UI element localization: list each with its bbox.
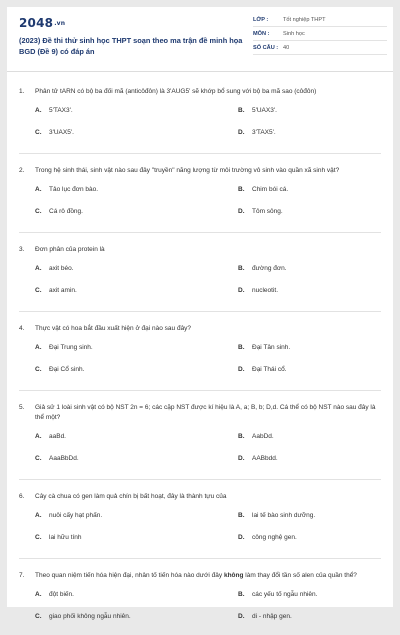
option-letter: D. <box>238 129 245 136</box>
option-a[interactable] <box>35 512 208 534</box>
option-letter: B. <box>238 107 245 114</box>
question-text-part: Theo quan niệm tiến hóa hiện đại, nhân tố tiến hóa nào dưới đây <box>35 572 224 579</box>
question-number: 5. <box>19 404 25 411</box>
option-letter: C. <box>35 287 42 294</box>
option-letter: B. <box>238 591 245 598</box>
option-letter: D. <box>238 613 245 620</box>
option-letter: A. <box>35 591 42 598</box>
option-letter: C. <box>35 455 42 462</box>
question-text <box>35 571 381 581</box>
question-divider <box>19 232 381 233</box>
option-text: Cá rô đồng. <box>49 208 83 215</box>
question-4 <box>7 324 393 391</box>
meta-row-class <box>253 13 387 27</box>
option-text: Tôm sông. <box>252 208 283 215</box>
question-divider <box>19 479 381 480</box>
option-letter: B. <box>238 265 245 272</box>
answer-options <box>19 344 381 388</box>
answer-options <box>19 107 381 151</box>
meta-key: MÔN : <box>253 30 270 37</box>
question-number: 6. <box>19 493 25 500</box>
option-b[interactable] <box>208 433 381 455</box>
option-b[interactable] <box>208 591 381 613</box>
option-a[interactable] <box>35 186 208 208</box>
question-text: Thực vật có hoa bắt đầu xuất hiện ở đại nào sau đây? <box>35 325 192 332</box>
option-d[interactable] <box>208 613 381 635</box>
document-meta <box>253 13 387 55</box>
option-d[interactable] <box>208 208 381 230</box>
option-text: axit béo. <box>49 265 74 272</box>
option-text: 5'UAX3'. <box>252 107 277 114</box>
option-letter: A. <box>35 265 42 272</box>
option-text: AabDd. <box>252 433 274 440</box>
option-text: Đại Trung sinh. <box>49 344 93 351</box>
question-divider <box>19 153 381 154</box>
meta-key: LỚP : <box>253 16 269 23</box>
option-c[interactable] <box>35 208 208 230</box>
option-a[interactable] <box>35 344 208 366</box>
option-d[interactable] <box>208 287 381 309</box>
option-letter: B. <box>238 512 245 519</box>
question-text-part: làm thay đổi tần số alen của quần thể? <box>243 572 357 579</box>
option-letter: D. <box>238 534 245 541</box>
option-text: 3'UAX5'. <box>49 129 74 136</box>
question-divider <box>19 311 381 312</box>
question-number: 4. <box>19 325 25 332</box>
option-letter: C. <box>35 129 42 136</box>
question-6 <box>7 492 393 559</box>
option-c[interactable] <box>35 534 208 556</box>
option-letter: C. <box>35 613 42 620</box>
option-letter: A. <box>35 512 42 519</box>
option-text: Tảo lục đơn bào. <box>49 186 99 193</box>
question-stem <box>19 87 381 97</box>
meta-value: Tốt nghiệp THPT <box>283 16 326 23</box>
option-letter: B. <box>238 186 245 193</box>
option-letter: A. <box>35 344 42 351</box>
option-text: 5'TAX3'. <box>49 107 73 114</box>
question-stem <box>19 403 381 423</box>
answer-options <box>19 433 381 477</box>
option-c[interactable] <box>35 287 208 309</box>
meta-value: Sinh học <box>283 30 305 37</box>
option-text: nucleotit. <box>252 287 279 294</box>
option-text: công nghệ gen. <box>252 534 297 541</box>
option-c[interactable] <box>35 613 208 635</box>
option-d[interactable] <box>208 534 381 556</box>
question-text: Trong hệ sinh thái, sinh vật nào sau đây "truyền" năng lượng từ môi trường vô sinh vào quần xã sinh vật? <box>35 167 340 174</box>
option-text: di - nhập gen. <box>252 613 292 620</box>
document-page <box>7 7 393 620</box>
option-c[interactable] <box>35 366 208 388</box>
option-a[interactable] <box>35 433 208 455</box>
option-d[interactable] <box>208 366 381 388</box>
option-letter: D. <box>238 366 245 373</box>
question-text: Phân tử tARN có bộ ba đối mã (anticôđôn) là 3'AUG5' sẽ khớp bổ sung với bộ ba mã sao (côđôn) <box>35 88 317 95</box>
option-text: axit amin. <box>49 287 77 294</box>
option-d[interactable] <box>208 129 381 151</box>
option-c[interactable] <box>35 455 208 477</box>
answer-options <box>19 591 381 635</box>
meta-key: SỐ CÂU : <box>253 44 279 51</box>
answer-options <box>19 186 381 230</box>
question-number: 2. <box>19 167 25 174</box>
option-text: lai hữu tính <box>49 534 82 541</box>
option-letter: D. <box>238 208 245 215</box>
document-title: (2023) Đề thi thử sinh học THPT soạn theo ma trận đề minh họa BGD (Đề 9) có đáp án <box>19 36 243 56</box>
meta-value: 40 <box>283 44 290 51</box>
question-2 <box>7 166 393 233</box>
option-b[interactable] <box>208 186 381 208</box>
option-text: 3'TAX5'. <box>252 129 276 136</box>
question-3 <box>7 245 393 312</box>
option-letter: A. <box>35 433 42 440</box>
option-text: nuôi cấy hạt phấn. <box>49 512 103 519</box>
option-text: aaBd. <box>49 433 66 440</box>
option-letter: A. <box>35 186 42 193</box>
option-text: AABbdd. <box>252 455 278 462</box>
question-1 <box>7 87 393 154</box>
option-text: Chim bói cá. <box>252 186 289 193</box>
question-divider <box>19 558 381 559</box>
option-a[interactable] <box>35 265 208 287</box>
question-text: Giả sử 1 loài sinh vật có bộ NST 2n = 6; các cặp NST được kí hiệu là A, a; B, b; D,d. Cá thể có bộ NST nào sau đây là thể một? <box>35 404 376 421</box>
question-stem <box>19 245 381 255</box>
answer-options <box>19 512 381 556</box>
option-text: các yếu tố ngẫu nhiên. <box>252 591 318 598</box>
option-letter: D. <box>238 455 245 462</box>
question-7 <box>7 571 393 635</box>
option-text: Đại Thái cổ. <box>252 366 287 373</box>
question-number: 1. <box>19 88 25 95</box>
option-text: đột biến. <box>49 591 74 598</box>
option-letter: C. <box>35 366 42 373</box>
question-text: Cây cà chua có gen làm quả chín bị bất hoạt, đây là thành tựu của <box>35 493 227 500</box>
option-text: Đại Tân sinh. <box>252 344 291 351</box>
question-number: 3. <box>19 246 25 253</box>
option-text: AaaBbDd. <box>49 455 79 462</box>
option-letter: C. <box>35 208 42 215</box>
option-text: đường đơn. <box>252 265 287 272</box>
option-d[interactable] <box>208 455 381 477</box>
option-text: Đại Cổ sinh. <box>49 366 85 373</box>
option-text: giao phối không ngẫu nhiên. <box>49 613 131 620</box>
question-5 <box>7 403 393 480</box>
option-text: lai tế bào sinh dưỡng. <box>252 512 316 519</box>
question-stem <box>19 324 381 334</box>
question-text-emphasis: không <box>223 572 244 579</box>
question-stem <box>19 492 381 502</box>
option-a[interactable] <box>35 591 208 613</box>
option-b[interactable] <box>208 344 381 366</box>
logo-text: 2048 <box>19 16 54 30</box>
option-letter: B. <box>238 433 245 440</box>
meta-row-subject <box>253 27 387 41</box>
question-list <box>7 87 393 635</box>
option-a[interactable] <box>35 107 208 129</box>
meta-row-count <box>253 41 387 55</box>
question-text: Đơn phân của protein là <box>35 246 105 253</box>
option-letter: B. <box>238 344 245 351</box>
question-divider <box>19 390 381 391</box>
site-logo[interactable] <box>19 16 65 30</box>
option-letter: A. <box>35 107 42 114</box>
option-letter: D. <box>238 287 245 294</box>
logo-suffix: .vn <box>54 20 66 27</box>
document-header <box>7 7 393 69</box>
question-stem <box>19 166 381 176</box>
question-stem <box>19 571 381 581</box>
header-divider <box>7 71 393 72</box>
option-c[interactable] <box>35 129 208 151</box>
option-letter: C. <box>35 534 42 541</box>
option-b[interactable] <box>208 107 381 129</box>
answer-options <box>19 265 381 309</box>
question-number: 7. <box>19 572 25 579</box>
option-b[interactable] <box>208 512 381 534</box>
option-b[interactable] <box>208 265 381 287</box>
